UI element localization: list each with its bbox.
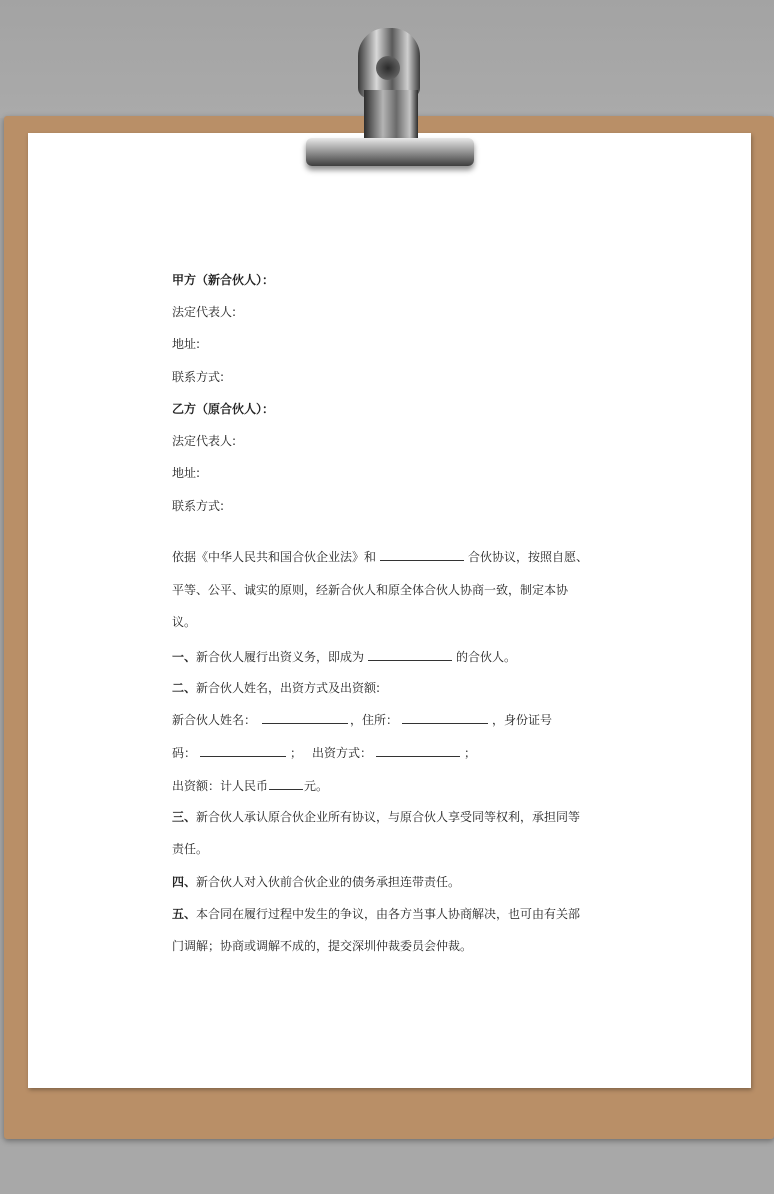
clause-3-line-2: 责任。	[172, 842, 209, 856]
binder-clip	[296, 28, 486, 178]
background-floor	[0, 1139, 774, 1194]
partnership-name-blank	[368, 648, 452, 661]
clip-bar	[306, 138, 474, 166]
id-label-2: 码：	[172, 746, 197, 760]
residence-label: ，住所：	[350, 713, 399, 727]
clause-2-amount-line	[172, 777, 328, 794]
amount-label: 出资额：计人民币	[172, 779, 269, 793]
intro-line-3: 议。	[172, 615, 197, 629]
party-b-heading: 乙方（原合伙人）：	[172, 402, 275, 416]
amount-unit: 元。	[304, 779, 329, 793]
clause-1	[172, 648, 516, 665]
clip-hole	[376, 56, 400, 80]
clause-2	[172, 680, 380, 696]
clause-3-number: 三、	[172, 810, 197, 824]
agreement-name-blank	[380, 548, 464, 561]
party-b-rep-label: 法定代表人:	[172, 434, 237, 448]
id-label-1: ，身份证号	[492, 713, 553, 727]
investment-method-label: 出资方式：	[312, 746, 373, 760]
clause-2-id-line	[172, 744, 476, 761]
clause-2-name-line	[172, 711, 552, 728]
clause-5-text-1: 本合同在履行过程中发生的争议，由各方当事人协商解决，也可由有关部	[196, 907, 581, 921]
document-paper	[28, 133, 751, 1088]
party-a-rep-label: 法定代表人:	[172, 305, 237, 319]
investment-method-blank	[376, 744, 460, 757]
clause-1-number: 一、	[172, 650, 197, 664]
party-a-contact-label: 联系方式:	[172, 370, 225, 384]
clause-4-number: 四、	[172, 875, 197, 889]
clause-3-line-1	[172, 809, 580, 825]
clause-2-number: 二、	[172, 681, 197, 695]
party-b-address-label: 地址:	[172, 466, 201, 480]
amount-blank	[269, 777, 303, 790]
clause-1-text-post: 的合伙人。	[456, 650, 517, 664]
residence-blank	[402, 711, 488, 724]
clause-4	[172, 874, 460, 890]
intro-text-pre: 依据《中华人民共和国合伙企业法》和	[172, 550, 377, 564]
party-a-address-label: 地址:	[172, 337, 201, 351]
id-number-blank	[200, 744, 286, 757]
clause-5-line-2: 门调解；协商或调解不成的，提交深圳仲裁委员会仲裁。	[172, 939, 473, 953]
clause-5-line-1	[172, 906, 580, 922]
clause-1-text-pre: 新合伙人履行出资义务，即成为	[196, 650, 365, 664]
line-end: ；	[464, 746, 477, 760]
intro-text-post: 合伙协议，按照自愿、	[468, 550, 589, 564]
clip-neck	[364, 90, 418, 142]
clause-4-text: 新合伙人对入伙前合伙企业的债务承担连带责任。	[196, 875, 461, 889]
partner-name-label: 新合伙人姓名：	[172, 713, 257, 727]
separator: ；	[290, 746, 303, 760]
intro-line-1	[172, 548, 588, 565]
party-b-contact-label: 联系方式:	[172, 499, 225, 513]
clause-5-number: 五、	[172, 907, 197, 921]
clause-3-text-1: 新合伙人承认原合伙企业所有协议，与原合伙人享受同等权利，承担同等	[196, 810, 581, 824]
partner-name-blank	[262, 711, 348, 724]
clause-2-text: 新合伙人姓名，出资方式及出资额:	[196, 681, 381, 695]
intro-line-2: 平等、公平、诚实的原则，经新合伙人和原全体合伙人协商一致，制定本协	[172, 583, 569, 597]
party-a-heading: 甲方（新合伙人）：	[172, 273, 275, 287]
